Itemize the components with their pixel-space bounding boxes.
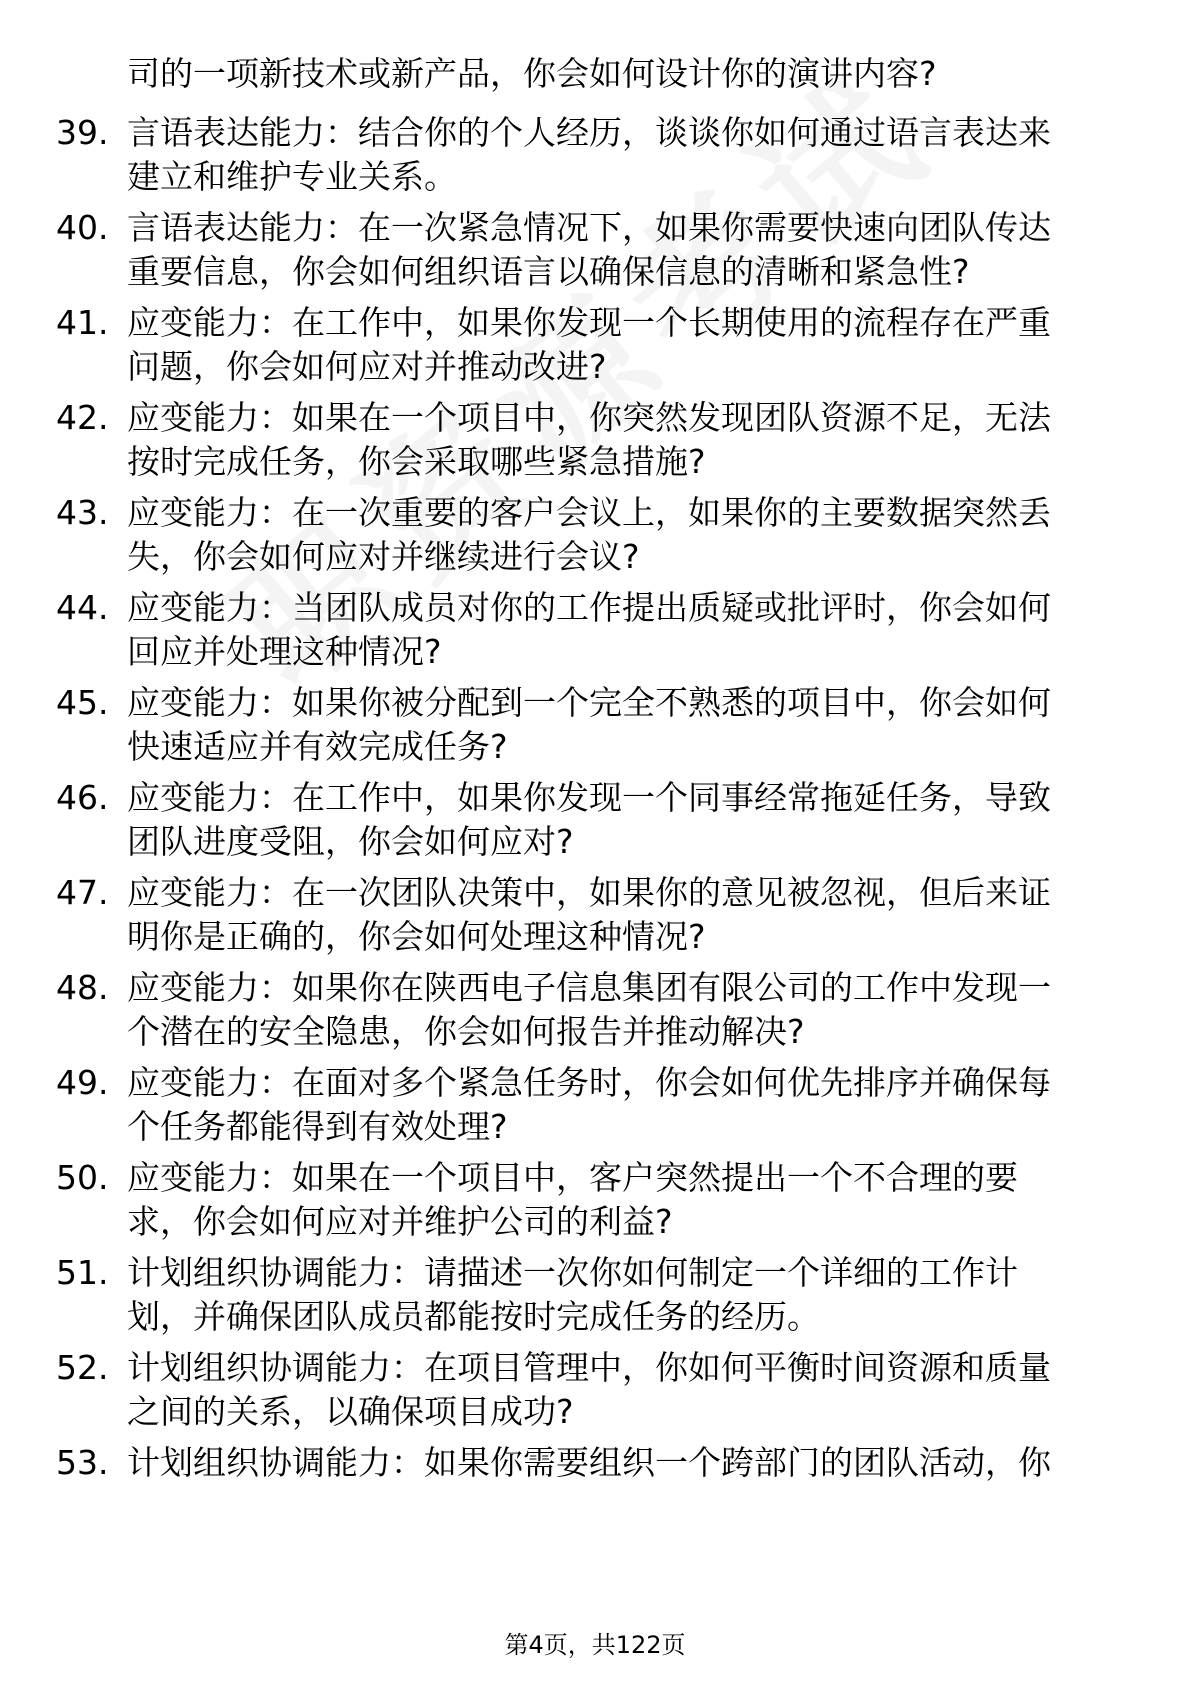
question-text-line: 回应并处理这种情况? bbox=[127, 632, 442, 671]
question-item bbox=[56, 776, 1136, 866]
question-text-line: 建立和维护专业关系。 bbox=[127, 157, 457, 196]
question-text-line: 言语表达能力：结合你的个人经历，谈谈你如何通过语言表达来 bbox=[127, 113, 1051, 152]
question-number: 42. bbox=[56, 398, 109, 437]
question-text-line: 应变能力：当团队成员对你的工作提出质疑或批评时，你会如何 bbox=[127, 588, 1051, 627]
question-item bbox=[56, 111, 1136, 201]
question-number: 39. bbox=[56, 113, 109, 152]
question-number: 45. bbox=[56, 683, 109, 722]
question-item bbox=[56, 871, 1136, 961]
question-text-line: 按时完成任务，你会采取哪些紧急措施? bbox=[127, 442, 706, 481]
question-text-line: 应变能力：如果在一个项目中，客户突然提出一个不合理的要 bbox=[127, 1158, 1018, 1197]
question-number: 49. bbox=[56, 1063, 109, 1102]
question-text-line: 团队进度受阻，你会如何应对? bbox=[127, 822, 574, 861]
question-item bbox=[56, 301, 1136, 391]
question-text-line: 计划组织协调能力：请描述一次你如何制定一个详细的工作计 bbox=[127, 1253, 1018, 1292]
question-text-line: 个潜在的安全隐患，你会如何报告并推动解决? bbox=[127, 1012, 805, 1051]
question-text-line: 快速适应并有效完成任务? bbox=[127, 727, 508, 766]
question-text-line: 应变能力：在工作中，如果你发现一个长期使用的流程存在严重 bbox=[127, 303, 1051, 342]
question-text-line: 个任务都能得到有效处理? bbox=[127, 1107, 508, 1146]
question-number: 51. bbox=[56, 1253, 109, 1292]
question-number: 50. bbox=[56, 1158, 109, 1197]
question-item bbox=[56, 1251, 1136, 1341]
question-item bbox=[56, 1156, 1136, 1246]
question-item bbox=[56, 1061, 1136, 1151]
continued-question-text: 司的一项新技术或新产品，你会如何设计你的演讲内容? bbox=[127, 54, 937, 93]
question-text-line: 划，并确保团队成员都能按时完成任务的经历。 bbox=[127, 1297, 820, 1336]
question-item bbox=[56, 1346, 1136, 1436]
question-number: 52. bbox=[56, 1348, 109, 1387]
question-text-line: 计划组织协调能力：如果你需要组织一个跨部门的团队活动，你 bbox=[127, 1443, 1051, 1482]
question-text-line: 应变能力：在一次团队决策中，如果你的意见被忽视，但后来证 bbox=[127, 873, 1051, 912]
question-item bbox=[56, 396, 1136, 486]
question-number: 47. bbox=[56, 873, 109, 912]
question-text-line: 问题，你会如何应对并推动改进? bbox=[127, 347, 607, 386]
question-number: 46. bbox=[56, 778, 109, 817]
question-number: 43. bbox=[56, 493, 109, 532]
question-item bbox=[56, 681, 1136, 771]
question-text-line: 之间的关系，以确保项目成功? bbox=[127, 1392, 574, 1431]
question-text-line: 求，你会如何应对并维护公司的利益? bbox=[127, 1202, 673, 1241]
question-text-line: 明你是正确的，你会如何处理这种情况? bbox=[127, 917, 706, 956]
question-text-line: 重要信息，你会如何组织语言以确保信息的清晰和紧急性? bbox=[127, 252, 970, 291]
question-text-line: 言语表达能力：在一次紧急情况下，如果你需要快速向团队传达 bbox=[127, 208, 1051, 247]
question-number: 44. bbox=[56, 588, 109, 627]
question-item bbox=[56, 1441, 1136, 1531]
question-text-line: 失，你会如何应对并继续进行会议? bbox=[127, 537, 640, 576]
question-item bbox=[56, 586, 1136, 676]
question-number: 48. bbox=[56, 968, 109, 1007]
page-footer: 第4页，共122页 bbox=[504, 1631, 686, 1659]
question-number: 53. bbox=[56, 1443, 109, 1482]
question-text-line: 计划组织协调能力：在项目管理中，你如何平衡时间资源和质量 bbox=[127, 1348, 1051, 1387]
question-item bbox=[56, 491, 1136, 581]
question-item bbox=[56, 206, 1136, 296]
question-number: 41. bbox=[56, 303, 109, 342]
question-item bbox=[56, 966, 1136, 1056]
question-text-line: 应变能力：在一次重要的客户会议上，如果你的主要数据突然丢 bbox=[127, 493, 1051, 532]
question-text-line: 应变能力：如果你在陕西电子信息集团有限公司的工作中发现一 bbox=[127, 968, 1051, 1007]
question-text-line: 应变能力：在面对多个紧急任务时，你会如何优先排序并确保每 bbox=[127, 1063, 1051, 1102]
question-text-line: 应变能力：如果在一个项目中，你突然发现团队资源不足，无法 bbox=[127, 398, 1051, 437]
question-text-line: 应变能力：在工作中，如果你发现一个同事经常拖延任务，导致 bbox=[127, 778, 1051, 817]
question-number: 40. bbox=[56, 208, 109, 247]
question-text-line: 应变能力：如果你被分配到一个完全不熟悉的项目中，你会如何 bbox=[127, 683, 1051, 722]
